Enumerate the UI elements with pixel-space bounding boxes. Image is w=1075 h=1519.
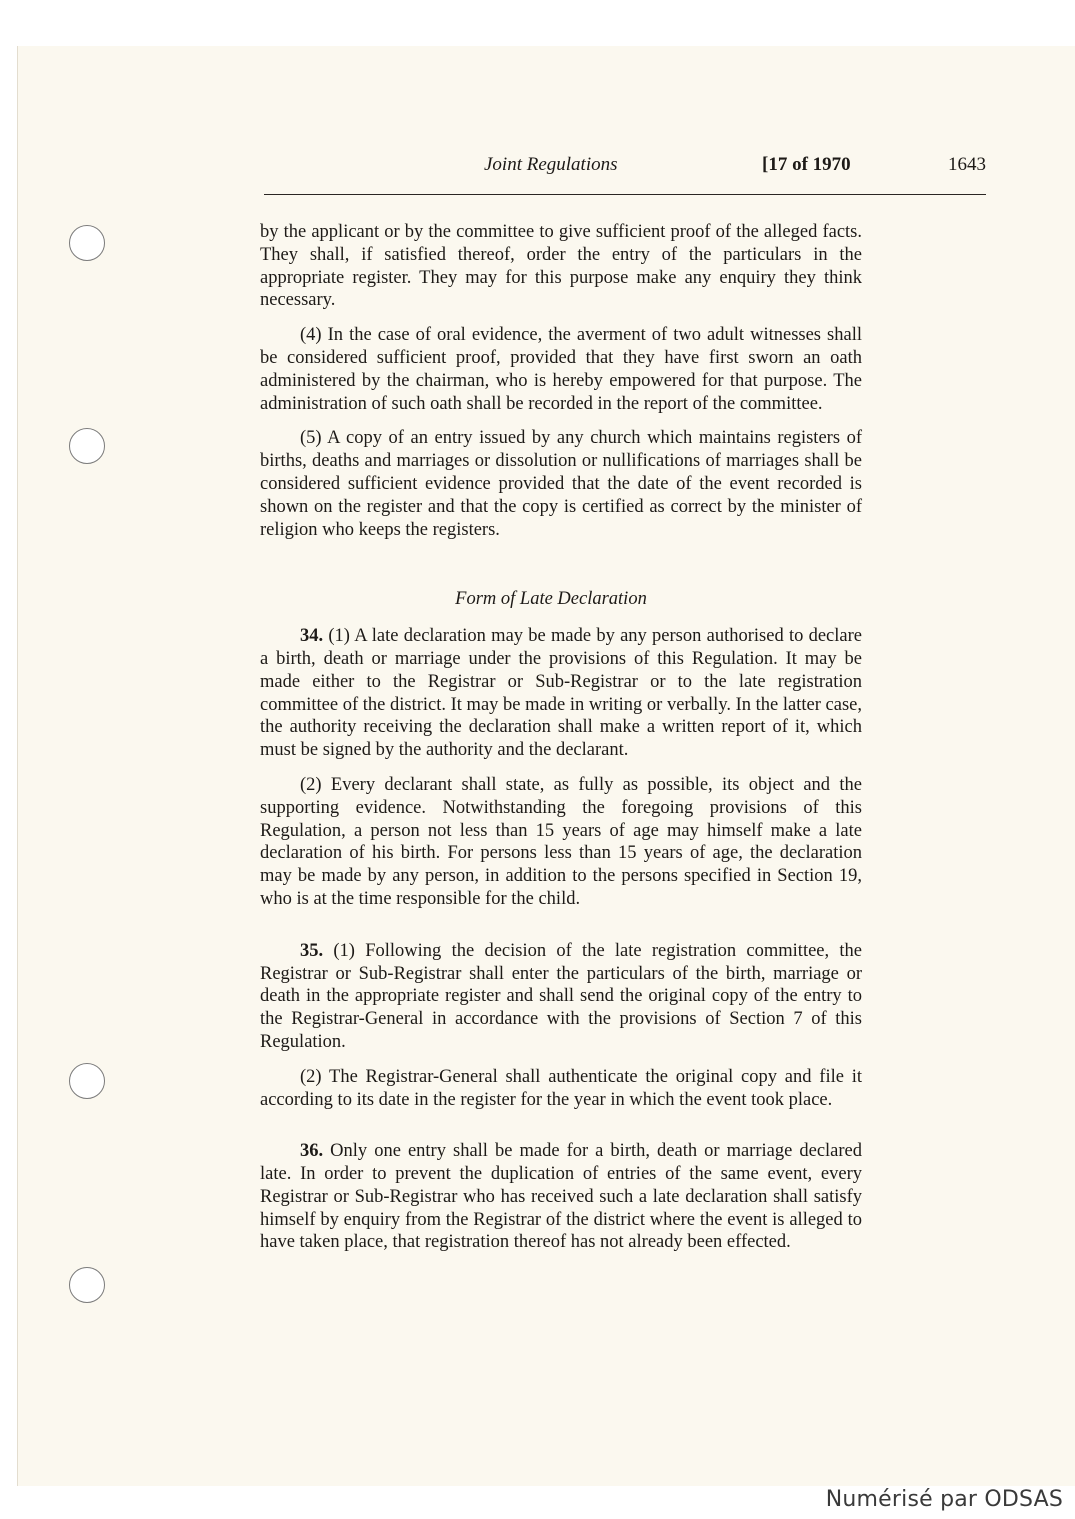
page-number: 1643 <box>948 154 986 175</box>
section-35-paragraph-1 <box>260 940 862 1054</box>
section-34-paragraph-1 <box>260 625 862 762</box>
section-34-paragraph-2: (2) Every declarant shall state, as fully as possible, its object and the supporting evidence. Notwithstanding the foregoing provisions of this Regulation, a person not less than 15 years of age may himself make a late declaration of his birth. For persons less than 15 years of age, the declaration may be made by any person, in addition to the persons specified in Section 19, who is at the time responsible for the child. <box>260 774 862 909</box>
section-35-paragraph-2: (2) The Registrar-General shall authenticate the original copy and file it according to its date in the register for the year in which the event took place. <box>260 1066 862 1110</box>
punch-hole <box>69 1267 105 1303</box>
section-34-number: 34. <box>300 626 324 647</box>
section-34-text: (1) A late declaration may be made by any person authorised to declare a birth, death or marriage under the provisions of this Regulation. It may be made either to the Registrar or Sub-Registrar or to the late registration committee of the district. It may be made in writing or verbally. In the latter case, the authority receiving the declaration shall make a written report of it, which must be signed by the authority and the declarant. <box>260 626 862 761</box>
header-title: Joint Regulations <box>484 154 618 175</box>
paragraph-continuation: by the applicant or by the committee to give sufficient proof of the alleged facts. They shall, if satisfied thereof, order the entry of the particulars in the appropriate register. They may for this purpose make any enquiry they think necessary. <box>260 222 862 311</box>
punch-hole <box>69 225 105 261</box>
paragraph-5: (5) A copy of an entry issued by any church which maintains registers of births, deaths and marriages or dissolution or nullifications of marriages shall be considered sufficient evidence provided that the date of the event recorded is shown on the register and that the copy is certified as correct by the minister of religion who keeps the registers. <box>260 428 862 540</box>
body-text <box>260 221 862 1254</box>
header-rule <box>264 194 986 195</box>
punch-hole <box>69 1063 105 1099</box>
act-reference: [17 of 1970 <box>762 154 851 175</box>
section-heading: Form of Late Declaration <box>455 589 647 610</box>
running-header <box>264 154 986 180</box>
section-35-number: 35. <box>300 940 324 961</box>
section-36-paragraph <box>260 1140 862 1254</box>
section-35-text: (1) Following the decision of the late registration committee, the Registrar or Sub-Registrar shall enter the particulars of the birth, marriage or death in the appropriate register and shall send the original copy of the entry to the Registrar-General in accordance with the provisions of Section 7 of this Regulation. <box>260 940 862 1052</box>
punch-hole <box>69 428 105 464</box>
section-36-number: 36. <box>300 1141 324 1162</box>
scan-watermark: Numérisé par ODSAS <box>825 1487 1063 1512</box>
section-36-text: Only one entry shall be made for a birth, death or marriage declared late. In order to prevent the duplication of entries of the same event, every Registrar or Sub-Registrar who has received such a late declaration shall satisfy himself by enquiry from the Registrar of the district where the event is alleged to have taken place, that registration thereof has not already been effected. <box>260 1141 862 1253</box>
paragraph-4: (4) In the case of oral evidence, the averment of two adult witnesses shall be considered sufficient proof, provided that they have first sworn an oath administered by the chairman, who is hereby empowered for that purpose. The administration of such oath shall be recorded in the report of the committee. <box>260 325 862 414</box>
